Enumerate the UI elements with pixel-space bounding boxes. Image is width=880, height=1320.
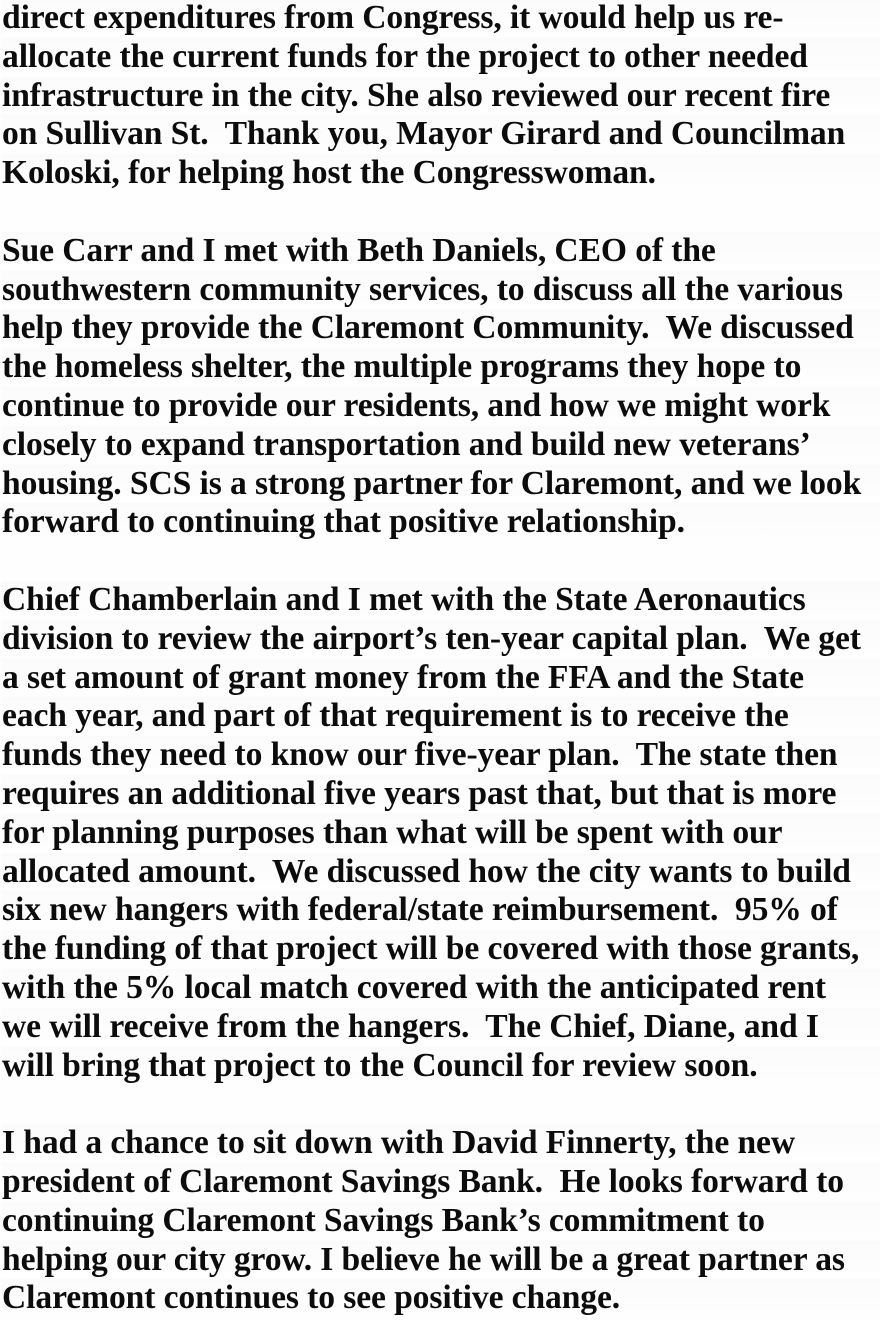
text-line: on Sullivan St. Thank you, Mayor Girard and Councilman — [2, 115, 880, 154]
text-line: six new hangers with federal/state reimbursement. 95% of — [2, 891, 880, 930]
paragraph — [2, 581, 880, 1085]
text-line: southwestern community services, to discuss all the various — [2, 271, 880, 310]
text-line: Claremont continues to see positive change. — [2, 1279, 880, 1318]
text-line: will bring that project to the Council for review soon. — [2, 1047, 880, 1086]
text-line: forward to continuing that positive relationship. — [2, 503, 880, 542]
text-line: with the 5% local match covered with the anticipated rent — [2, 969, 880, 1008]
text-line: housing. SCS is a strong partner for Claremont, and we look — [2, 465, 880, 504]
text-line: a set amount of grant money from the FFA and the State — [2, 659, 880, 698]
text-line: requires an additional five years past that, but that is more — [2, 775, 880, 814]
text-line: continue to provide our residents, and how we might work — [2, 387, 880, 426]
text-line: Koloski, for helping host the Congresswoman. — [2, 154, 880, 193]
text-line: for planning purposes than what will be spent with our — [2, 814, 880, 853]
text-line: division to review the airport’s ten-year capital plan. We get — [2, 620, 880, 659]
text-line: funds they need to know our five-year plan. The state then — [2, 736, 880, 775]
text-line: direct expenditures from Congress, it would help us re- — [2, 0, 880, 38]
text-line: continuing Claremont Savings Bank’s commitment to — [2, 1202, 880, 1241]
text-line: closely to expand transportation and build new veterans’ — [2, 426, 880, 465]
text-line: I had a chance to sit down with David Finnerty, the new — [2, 1124, 880, 1163]
text-line: we will receive from the hangers. The Chief, Diane, and I — [2, 1008, 880, 1047]
text-line: infrastructure in the city. She also reviewed our recent fire — [2, 77, 880, 116]
text-line: the homeless shelter, the multiple programs they hope to — [2, 348, 880, 387]
text-line: allocate the current funds for the project to other needed — [2, 38, 880, 77]
text-line: the funding of that project will be covered with those grants, — [2, 930, 880, 969]
paragraph — [2, 1124, 880, 1318]
text-line: allocated amount. We discussed how the city wants to build — [2, 853, 880, 892]
document-body — [2, 0, 880, 1318]
paragraph — [2, 0, 880, 193]
paragraph — [2, 232, 880, 542]
text-line: help they provide the Claremont Community. We discussed — [2, 309, 880, 348]
text-line: helping our city grow. I believe he will be a great partner as — [2, 1241, 880, 1280]
text-line: Chief Chamberlain and I met with the State Aeronautics — [2, 581, 880, 620]
text-line: each year, and part of that requirement is to receive the — [2, 697, 880, 736]
text-line: president of Claremont Savings Bank. He looks forward to — [2, 1163, 880, 1202]
text-line: Sue Carr and I met with Beth Daniels, CEO of the — [2, 232, 880, 271]
